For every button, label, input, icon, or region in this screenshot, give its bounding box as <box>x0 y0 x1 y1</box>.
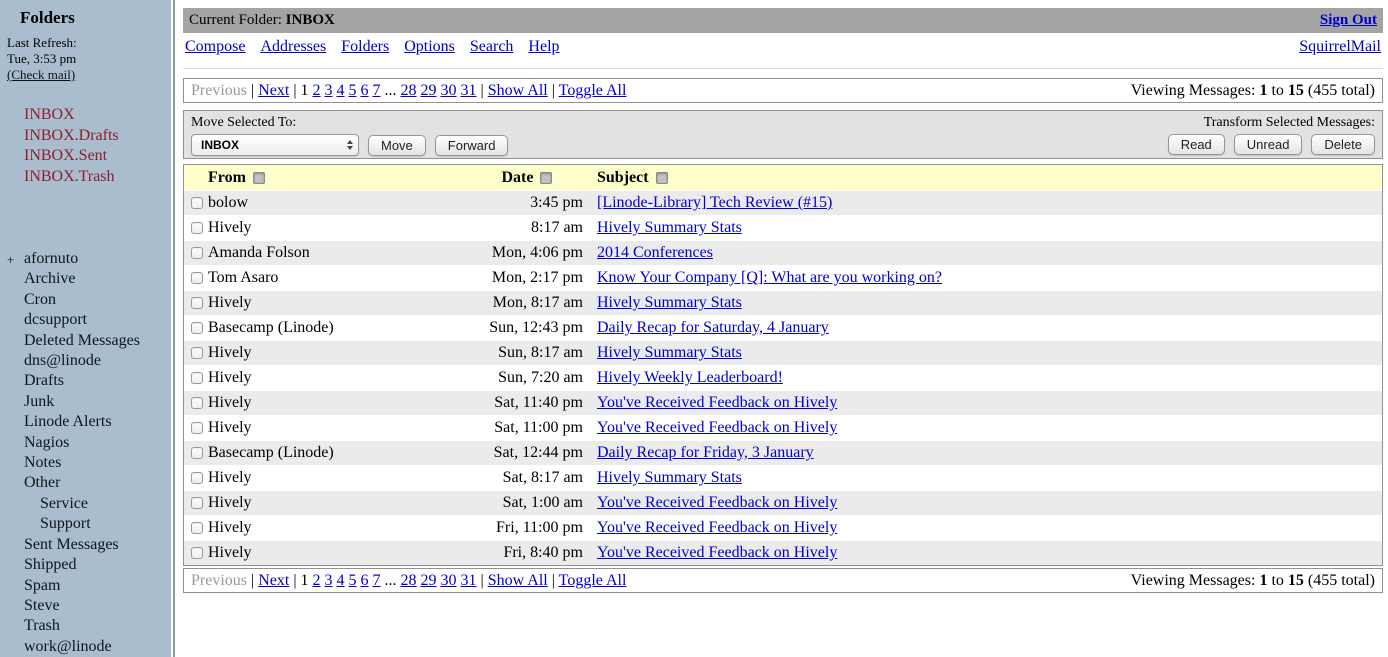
menu-link-search[interactable]: Search <box>469 38 514 55</box>
page-link[interactable]: 30 <box>440 571 457 589</box>
next-link[interactable]: Next <box>258 571 290 589</box>
folder-link[interactable] <box>7 494 171 514</box>
menu-link-options[interactable]: Options <box>404 38 455 55</box>
message-date: 3:45 pm <box>530 194 583 211</box>
message-from: Hively <box>208 519 252 536</box>
folder-link[interactable] <box>7 310 171 330</box>
toggle-all-link[interactable]: Toggle All <box>558 571 627 589</box>
message-row <box>184 215 1382 240</box>
current-page: 1 <box>300 81 309 99</box>
message-checkbox[interactable] <box>191 422 203 434</box>
folder-link[interactable] <box>7 249 171 269</box>
show-all-link[interactable]: Show All <box>487 81 548 99</box>
page-link[interactable]: 4 <box>336 81 345 99</box>
page-link[interactable]: 28 <box>400 571 417 589</box>
page-link[interactable]: 31 <box>460 81 477 99</box>
folder-label: afornuto <box>24 250 79 267</box>
viewing-joiner: to <box>1271 81 1284 99</box>
folder-label: Spam <box>24 576 61 594</box>
page-link[interactable]: 30 <box>440 81 457 99</box>
folder-link[interactable] <box>7 412 171 432</box>
message-date: Sat, 8:17 am <box>502 469 583 486</box>
page-link[interactable]: 2 <box>312 81 321 99</box>
message-from: Tom Asaro <box>208 269 279 286</box>
page-links: Previous | Next | 1 2 3 4 5 6 7 ... 28 29 30 31 | Show All | Toggle All <box>191 571 627 589</box>
message-date: Mon, 2:17 pm <box>491 269 583 286</box>
message-list-header <box>184 165 1382 190</box>
folder-label: Support <box>40 515 91 533</box>
menu-links <box>185 38 575 58</box>
folders-panel <box>0 0 171 657</box>
special-folder-link[interactable]: INBOX.Sent <box>24 147 108 164</box>
page-link[interactable]: 29 <box>420 571 437 589</box>
viewing-end: 15 <box>1287 81 1304 99</box>
header-subject: Subject <box>597 168 649 186</box>
page-link[interactable]: 6 <box>360 571 369 589</box>
message-checkbox[interactable] <box>191 322 203 334</box>
message-subject-link[interactable]: You've Received Feedback on Hively <box>597 494 838 511</box>
message-date: Sun, 12:43 pm <box>489 319 583 336</box>
folder-link[interactable] <box>7 576 171 596</box>
viewing-label: Viewing Messages: <box>1130 571 1256 589</box>
folder-label: Archive <box>24 270 76 288</box>
page-link[interactable]: 28 <box>400 81 417 99</box>
expand-icon[interactable]: + <box>7 252 15 267</box>
message-checkbox[interactable] <box>191 447 203 459</box>
page-link[interactable]: 3 <box>324 81 333 99</box>
folder-link[interactable] <box>7 473 171 493</box>
page-link[interactable]: 29 <box>420 81 437 99</box>
delete-button[interactable]: Delete <box>1311 134 1375 155</box>
message-row <box>184 340 1382 365</box>
folder-label: Deleted Messages <box>24 331 140 349</box>
page-link[interactable]: 7 <box>372 571 381 589</box>
message-row <box>184 490 1382 515</box>
message-subject-link[interactable]: You've Received Feedback on Hively <box>597 544 838 561</box>
message-from: Hively <box>208 544 252 561</box>
folder-label: Service <box>40 494 88 512</box>
selected-folder-value: INBOX <box>201 138 240 152</box>
message-date: Sat, 12:44 pm <box>493 444 583 461</box>
message-subject-link[interactable]: You've Received Feedback on Hively <box>597 394 838 411</box>
message-row <box>184 515 1382 540</box>
folder-label: work@linode <box>24 637 112 655</box>
page-link[interactable]: 3 <box>324 571 333 589</box>
folder-link[interactable] <box>7 269 171 289</box>
frame-divider[interactable] <box>171 0 178 657</box>
show-all-link[interactable]: Show All <box>487 571 548 589</box>
message-checkbox[interactable] <box>191 247 203 259</box>
move-button[interactable]: Move <box>368 135 426 156</box>
mailbox-content <box>178 0 1388 657</box>
folders-title: Folders <box>20 8 75 27</box>
message-row <box>184 440 1382 465</box>
viewing-end: 15 <box>1287 571 1304 589</box>
page-link[interactable]: 5 <box>348 81 357 99</box>
message-row <box>184 415 1382 440</box>
folder-label: Junk <box>24 392 55 410</box>
folder-label: Other <box>24 474 61 492</box>
folder-link[interactable] <box>7 637 171 657</box>
viewing-total: (455 total) <box>1307 571 1375 589</box>
message-from: Basecamp (Linode) <box>208 444 334 461</box>
message-from: Amanda Folson <box>208 244 310 261</box>
previous-link: Previous <box>191 81 247 99</box>
message-from: Hively <box>208 494 252 511</box>
message-date: Sun, 7:20 am <box>498 369 583 386</box>
message-from: Hively <box>208 469 252 486</box>
message-from: Basecamp (Linode) <box>208 319 334 336</box>
message-from: Hively <box>208 369 252 386</box>
folder-label: Trash <box>24 617 60 635</box>
message-checkbox[interactable] <box>191 272 203 284</box>
unread-button[interactable]: Unread <box>1234 134 1303 155</box>
special-folder-link[interactable]: INBOX.Trash <box>24 167 115 185</box>
folder-label: Linode Alerts <box>24 413 112 431</box>
message-row <box>184 365 1382 390</box>
folder-label: Sent Messages <box>24 535 119 553</box>
message-subject-link[interactable]: Hively Summary Stats <box>597 294 742 311</box>
page-link[interactable]: 31 <box>460 571 477 589</box>
message-checkbox[interactable] <box>191 347 203 359</box>
folder-label: Drafts <box>24 372 64 390</box>
sign-out-link[interactable]: Sign Out <box>1319 12 1377 28</box>
folder-label: Nagios <box>24 433 70 451</box>
message-subject-link[interactable]: Daily Recap for Friday, 3 January <box>597 444 814 461</box>
viewing-messages <box>1131 572 1375 590</box>
last-refresh-time: Tue, 3:53 pm <box>7 51 77 66</box>
message-checkbox[interactable] <box>191 197 203 209</box>
previous-link: Previous <box>191 571 247 589</box>
toggle-all-link[interactable]: Toggle All <box>558 81 627 99</box>
sort-subject-icon[interactable] <box>656 172 668 184</box>
current-folder-label: Current Folder: <box>189 12 282 28</box>
message-subject-link[interactable]: [Linode-Library] Tech Review (#15) <box>597 194 833 211</box>
folder-label: dns@linode <box>24 352 101 370</box>
message-row <box>184 290 1382 315</box>
message-date: Sat, 1:00 am <box>502 494 583 511</box>
folder-label: Notes <box>24 454 62 472</box>
sort-date-icon[interactable] <box>540 172 552 184</box>
message-date: Sun, 8:17 am <box>498 344 583 361</box>
viewing-total: (455 total) <box>1307 81 1375 99</box>
folder-link[interactable] <box>7 331 171 351</box>
check-mail-link[interactable]: (Check mail) <box>7 67 76 82</box>
select-stepper-icon <box>347 140 353 150</box>
viewing-joiner: to <box>1271 571 1284 589</box>
message-date: Sat, 11:40 pm <box>494 394 583 411</box>
message-date: Sat, 11:00 pm <box>494 419 583 436</box>
message-row <box>184 240 1382 265</box>
page-link[interactable]: 4 <box>336 571 345 589</box>
folder-label: Cron <box>24 290 56 308</box>
folder-label: Shipped <box>24 556 77 574</box>
message-checkbox[interactable] <box>191 522 203 534</box>
transform-controls <box>1168 114 1375 152</box>
message-from: Hively <box>208 219 252 236</box>
divider-rule <box>183 68 1383 69</box>
message-checkbox[interactable] <box>191 497 203 509</box>
message-row <box>184 390 1382 415</box>
message-checkbox[interactable] <box>191 372 203 384</box>
folder-link[interactable] <box>7 514 171 534</box>
viewing-start: 1 <box>1259 81 1268 99</box>
folder-link[interactable] <box>7 596 171 616</box>
forward-button[interactable]: Forward <box>435 135 509 156</box>
message-from: Hively <box>208 344 252 361</box>
folder-link[interactable] <box>7 351 171 371</box>
page-link[interactable]: 2 <box>312 571 321 589</box>
folder-link[interactable] <box>7 616 171 636</box>
folder-link[interactable] <box>7 371 171 391</box>
message-date: Mon, 4:06 pm <box>491 244 583 261</box>
message-subject-link[interactable]: Hively Summary Stats <box>597 219 742 236</box>
menu-bar <box>183 33 1383 60</box>
folder-select[interactable] <box>191 134 359 156</box>
message-from: Hively <box>208 294 252 311</box>
message-date: Fri, 11:00 pm <box>496 519 583 536</box>
message-toolbar <box>183 110 1383 159</box>
current-page: 1 <box>300 571 309 589</box>
message-checkbox[interactable] <box>191 397 203 409</box>
header-date: Date <box>501 168 534 186</box>
message-subject-link[interactable]: Daily Recap for Saturday, 4 January <box>597 319 829 336</box>
folder-link[interactable] <box>7 392 171 412</box>
read-button[interactable]: Read <box>1168 134 1225 155</box>
sort-from-icon[interactable] <box>253 172 265 184</box>
message-subject-link[interactable]: Hively Summary Stats <box>597 344 742 361</box>
header-from: From <box>208 168 246 186</box>
viewing-label: Viewing Messages: <box>1130 81 1256 99</box>
folder-label: dcsupport <box>24 311 88 329</box>
message-subject-link[interactable]: Know Your Company [Q]: What are you working on? <box>597 269 942 286</box>
paginator-bottom <box>183 568 1383 593</box>
transform-label: Transform Selected Messages: <box>1203 115 1375 130</box>
message-subject-link[interactable]: Hively Weekly Leaderboard! <box>597 369 783 386</box>
message-list <box>183 164 1383 566</box>
message-rows <box>184 190 1382 565</box>
special-folder-link[interactable]: INBOX <box>24 106 75 123</box>
message-date: Mon, 8:17 am <box>492 294 583 311</box>
paginator-top <box>183 78 1383 103</box>
page-link[interactable]: 7 <box>372 81 381 99</box>
page-link[interactable]: 5 <box>348 571 357 589</box>
message-from: bolow <box>208 194 248 211</box>
folder-link[interactable] <box>7 555 171 575</box>
menu-link-addresses[interactable]: Addresses <box>260 38 327 55</box>
special-folder-link[interactable]: INBOX.Drafts <box>24 126 119 144</box>
folder-list <box>7 249 171 657</box>
message-row <box>184 465 1382 490</box>
folder-link[interactable] <box>7 453 171 473</box>
message-row <box>184 315 1382 340</box>
message-checkbox[interactable] <box>191 547 203 559</box>
folder-link[interactable] <box>7 433 171 453</box>
message-from: Hively <box>208 394 252 411</box>
current-folder-bar <box>183 8 1383 33</box>
current-folder-value: INBOX <box>285 12 335 28</box>
message-row <box>184 265 1382 290</box>
message-date: Fri, 8:40 pm <box>503 544 583 561</box>
viewing-messages <box>1131 82 1375 100</box>
special-folder-list <box>7 105 171 187</box>
message-row <box>184 190 1382 215</box>
message-from: Hively <box>208 419 252 436</box>
message-checkbox[interactable] <box>191 472 203 484</box>
menu-link-help[interactable]: Help <box>528 38 560 55</box>
squirrelmail-link[interactable]: SquirrelMail <box>1299 38 1381 55</box>
message-checkbox[interactable] <box>191 297 203 309</box>
message-checkbox[interactable] <box>191 222 203 234</box>
move-selected-label: Move Selected To: <box>191 115 297 130</box>
move-controls <box>191 114 508 152</box>
message-date: 8:17 am <box>531 219 583 236</box>
last-refresh-label: Last Refresh: <box>7 35 77 50</box>
menu-link-compose[interactable]: Compose <box>185 38 246 55</box>
menu-link-folders[interactable]: Folders <box>341 38 390 55</box>
message-subject-link[interactable]: 2014 Conferences <box>597 244 713 261</box>
message-subject-link[interactable]: You've Received Feedback on Hively <box>597 519 838 536</box>
folder-link[interactable] <box>7 535 171 555</box>
folder-link[interactable] <box>7 290 171 310</box>
page-link[interactable]: 6 <box>360 81 369 99</box>
message-subject-link[interactable]: Hively Summary Stats <box>597 469 742 486</box>
folder-label: Steve <box>24 596 60 614</box>
current-folder <box>189 8 335 33</box>
viewing-start: 1 <box>1259 571 1268 589</box>
message-subject-link[interactable]: You've Received Feedback on Hively <box>597 419 838 436</box>
message-row <box>184 540 1382 565</box>
page-links: Previous | Next | 1 2 3 4 5 6 7 ... 28 29 30 31 | Show All | Toggle All <box>191 81 627 99</box>
next-link[interactable]: Next <box>258 81 290 99</box>
